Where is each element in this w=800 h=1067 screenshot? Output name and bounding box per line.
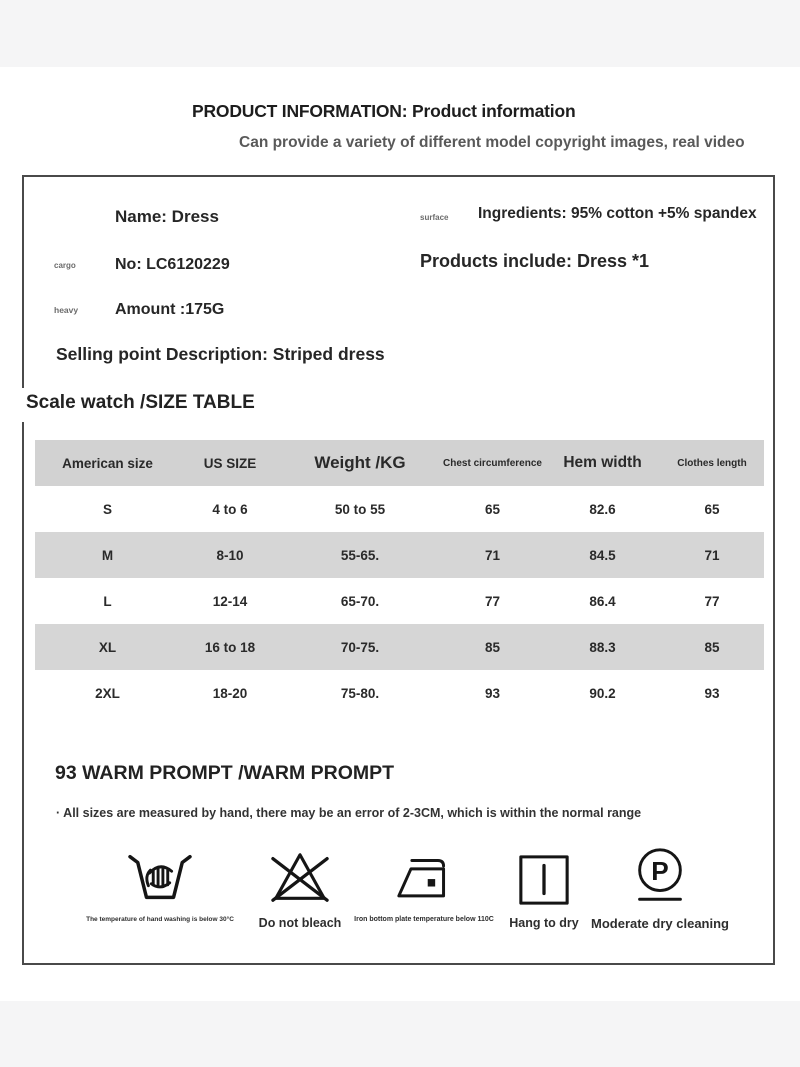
product-info-box: [22, 175, 775, 965]
size-cell: 71: [484, 547, 501, 563]
size-cell: 77: [704, 593, 720, 609]
size-row-xl: [35, 624, 764, 670]
size-cell: 93: [704, 685, 720, 701]
care-caption: The temperature of hand washing is below 30°C: [86, 916, 234, 923]
size-cell: 65: [484, 501, 501, 517]
amount-field: Amount :175G: [115, 301, 225, 318]
cargo-label: cargo: [54, 261, 76, 270]
size-cell: 8-10: [216, 547, 244, 563]
size-row-l: [35, 578, 764, 624]
size-table: [35, 440, 764, 716]
size-cell: 4 to 6: [212, 501, 248, 517]
heavy-label: heavy: [54, 305, 79, 315]
size-cell: 2XL: [95, 685, 120, 701]
size-cell: XL: [98, 639, 117, 655]
size-row-2xl: [35, 670, 764, 716]
dry-clean-p-glyph: P: [651, 855, 669, 886]
size-cell: 90.2: [589, 685, 616, 701]
size-table-header-row: [35, 440, 764, 486]
bottom-band: [0, 1001, 800, 1067]
page-title: PRODUCT INFORMATION: Product information: [192, 101, 576, 121]
iron-low-temperature-icon: [394, 845, 454, 907]
column-header-american-size: American size: [62, 455, 153, 471]
products-include-field: Products include: Dress *1: [420, 251, 650, 271]
size-cell: 65: [704, 501, 720, 517]
size-cell: 18-20: [212, 685, 248, 701]
size-cell: M: [101, 547, 114, 563]
size-cell: 85: [484, 639, 501, 655]
size-cell: 16 to 18: [204, 639, 256, 655]
size-row-s: [35, 486, 764, 532]
size-cell: 65-70.: [340, 593, 380, 609]
page-subtitle: Can provide a variety of different model copyright images, real video: [239, 134, 745, 151]
size-cell: 88.3: [589, 639, 616, 655]
dry-clean-icon: [629, 845, 691, 907]
hand-wash-icon: [124, 845, 196, 907]
size-cell: 86.4: [589, 593, 616, 609]
care-caption: Iron bottom plate temperature below 110C: [354, 916, 494, 923]
ingredients-field: Ingredients: 95% cotton +5% spandex: [478, 205, 757, 222]
column-header-chest: Chest circumference: [443, 457, 542, 469]
do-not-bleach-icon: [269, 845, 331, 907]
measurement-note: · All sizes are measured by hand, there may be an error of 2-3CM, which is within the normal range: [56, 806, 642, 820]
column-header-us-size: US SIZE: [203, 455, 257, 471]
size-cell: 71: [704, 547, 720, 563]
size-cell: 12-14: [212, 593, 248, 609]
size-cell: 84.5: [589, 547, 616, 563]
top-band: [0, 0, 800, 67]
warm-prompt-heading: 93 WARM PROMPT /WARM PROMPT: [55, 762, 395, 784]
product-name: Name: Dress: [115, 207, 219, 226]
size-cell: 82.6: [589, 501, 616, 517]
hang-to-dry-icon: [517, 845, 571, 907]
column-header-weight: Weight /KG: [314, 453, 406, 472]
selling-point: Selling point Description: Striped dress: [56, 344, 385, 364]
size-cell: 85: [704, 639, 720, 655]
size-cell: 55-65.: [340, 547, 380, 563]
care-item-iron: [339, 845, 509, 923]
surface-label: surface: [420, 213, 449, 222]
care-item-hand-wash: [75, 845, 245, 923]
care-caption: Moderate dry cleaning: [591, 916, 729, 931]
column-header-hem: Hem width: [563, 454, 642, 471]
care-item-dry-clean: [575, 845, 745, 931]
product-number: No: LC6120229: [115, 256, 230, 273]
size-cell: S: [102, 501, 112, 517]
size-table-heading: Scale watch /SIZE TABLE: [16, 388, 269, 422]
size-cell: 77: [484, 593, 501, 609]
care-caption: Hang to dry: [509, 916, 579, 930]
size-cell: 70-75.: [340, 639, 380, 655]
care-caption: Do not bleach: [258, 916, 342, 930]
size-cell: 50 to 55: [334, 501, 386, 517]
size-cell: L: [103, 593, 112, 609]
size-cell: 75-80.: [340, 685, 380, 701]
size-row-m: [35, 532, 764, 578]
column-header-clothes-length: Clothes length: [677, 457, 747, 469]
size-cell: 93: [484, 685, 501, 701]
